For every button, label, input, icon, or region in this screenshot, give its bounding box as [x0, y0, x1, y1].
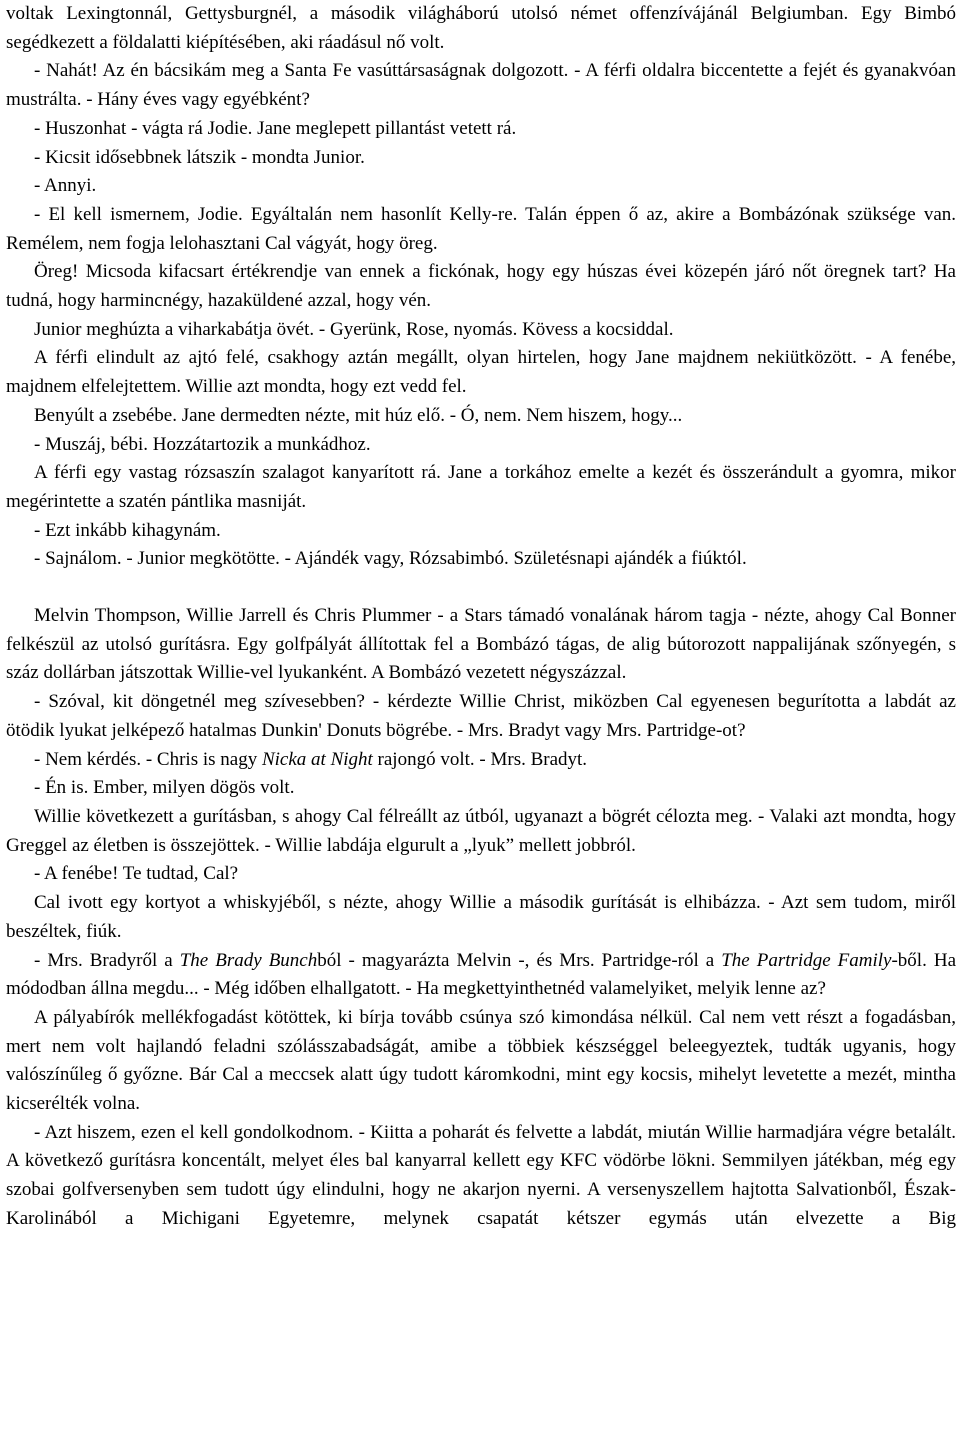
italic-title: The Brady Bunch — [179, 949, 318, 971]
text-run: - Nem kérdés. - Chris is nagy — [34, 748, 262, 770]
paragraph — [6, 172, 956, 201]
italic-title: The Partridge Family — [721, 949, 892, 971]
text-run: voltak Lexingtonnál, Gettysburgnél, a második világháború utolsó német offenzívájánál Belgiumban. Egy Bimbó segédkezett a földalatti kiépítésében, aki ráadásul nő volt. — [6, 3, 956, 53]
text-run: Öreg! Micsoda kifacsart értékrendje van ennek a fickónak, hogy egy húszas évei közepén járó nőt öregnek tart? Ha tudná, hogy harmincnégy, hazaküldené azzal, hogy vén. — [6, 261, 956, 312]
text-run: - Muszáj, bébi. Hozzátartozik a munkádhoz. — [34, 433, 371, 455]
paragraph — [6, 201, 956, 258]
paragraph — [6, 144, 956, 173]
paragraph — [6, 344, 956, 401]
text-run: -ből. Ha módodban állna megdu... - Még időben elhallgatott. - Ha megkettyinthetnéd valamelyiket, melyik lenne az? — [6, 949, 957, 1000]
text-run: ból - magyarázta Melvin -, és Mrs. Partridge-ról a — [317, 949, 722, 971]
paragraph — [6, 889, 956, 946]
text-run: Benyúlt a zsebébe. Jane dermedten nézte, mit húz elő. - Ó, nem. Nem hiszem, hogy... — [34, 404, 683, 426]
paragraph — [6, 1004, 956, 1119]
paragraph — [6, 947, 956, 1004]
paragraph — [6, 860, 956, 889]
paragraph — [6, 316, 956, 345]
paragraph — [6, 545, 956, 574]
text-run: Melvin Thompson, Willie Jarrell és Chris Plummer - a Stars támadó vonalának három tagja - nézte, ahogy Cal Bonner felkészül az utolsó gurításra. Egy golfpályát állítottak fel a Bombázó tágas, de alig bútorozott nappalijának szőnyegén, s száz dollárban játszottak Willie-vel lyukanként. A Bombázó vezetett négyszázzal. — [6, 605, 956, 684]
paragraph — [6, 57, 956, 114]
paragraph — [6, 402, 956, 431]
document-body — [6, 0, 956, 1234]
text-run: Junior meghúzta a viharkabátja övét. - Gyerünk, Rose, nyomás. Kövess a kocsiddal. — [34, 318, 674, 340]
text-run: - Ezt inkább kihagynám. — [34, 519, 221, 541]
text-run: A férfi elindult az ajtó felé, csakhogy aztán megállt, olyan hirtelen, hogy Jane majdnem nekiütközött. - A fenébe, majdnem elfelejtettem. Willie azt mondta, hogy ezt vedd fel. — [6, 347, 956, 398]
paragraph — [6, 746, 956, 775]
text-run: - Kicsit idősebbnek látszik - mondta Junior. — [34, 146, 365, 168]
text-run: - Huszonhat - vágta rá Jodie. Jane meglepett pillantást vetett rá. — [34, 117, 517, 139]
text-run: - Mrs. Bradyről a — [34, 949, 180, 971]
text-run: - Szóval, kit döngetnél meg szívesebben? - kérdezte Willie Christ, miközben Cal egyenesen begurította a labdát az ötödik lyukat jelképező hatalmas Dunkin' Donuts bögrébe. - Mrs. Bradyt vagy Mrs. Partridge-ot? — [6, 691, 956, 741]
paragraph — [6, 115, 956, 144]
text-run: - A fenébe! Te tudtad, Cal? — [34, 863, 239, 885]
text-run: rajongó volt. - Mrs. Bradyt. — [372, 748, 588, 770]
text-run: A pályabírók mellékfogadást kötöttek, ki bírja tovább csúnya szó kimondása nélkül. Cal nem vett részt a fogadásban, mert nem volt hajlandó feladni szólásszabadságát, amibe a többiek készséggel beleegyeztek, tudták ugyanis, hogy valószínűleg ő győzne. Bár Cal a meccsek alatt úgy tudott káromkodni, mint egy kocsis, mihelyt levetette a mezét, mintha kicserélték volna. — [6, 1006, 956, 1115]
text-run: - Én is. Ember, milyen dögös volt. — [34, 777, 295, 799]
paragraph — [6, 602, 956, 688]
text-run: - Nahát! Az én bácsikám meg a Santa Fe vasúttársaságnak dolgozott. - A férfi oldalra biccentette a fejét és gyanakvóan mustrálta. - Hány éves vagy egyébként? — [6, 60, 956, 111]
text-run: Willie következett a gurításban, s ahogy Cal félreállt az útból, ugyanazt a bögrét célozta meg. - Valaki azt mondta, hogy Greggel az életben is összejöttek. - Willie labdája elgurult a „lyuk” mellett jobbról. — [6, 805, 956, 856]
text-run: - Annyi. — [34, 175, 97, 197]
paragraph — [6, 517, 956, 546]
paragraph — [6, 0, 956, 57]
text-run: Cal ivott egy kortyot a whiskyjéből, s nézte, ahogy Willie a második gurítását is elhibázza. - Azt sem tudom, miről beszéltek, fiúk. — [6, 892, 956, 942]
text-run: - Azt hiszem, ezen el kell gondolkodnom. - Kiitta a poharát és felvette a labdát, miután Willie harmadjára végre betalált. A következő gurításra koncentált, melyet éles bal kanyarral kellett egy KFC vödörbe lökni. Semmilyen játékban, még egy szobai golfversenyben sem tudott úgy elindulni, hogy ne akarjon nyerni. A versenyszellem hajtotta Salvationből, Észak-Karolinából a Michigani Egyetemre, melynek csapatát kétszer egymás után elvezette a Big — [6, 1121, 956, 1229]
paragraph — [6, 258, 956, 315]
text-run: A férfi egy vastag rózsaszín szalagot kanyarított rá. Jane a torkához emelte a kezét és összerándult a gyomra, mikor megérintette a szatén pántlika masniját. — [6, 462, 956, 512]
italic-title: Nicka at Night — [261, 748, 373, 770]
paragraph — [6, 774, 956, 803]
paragraph — [6, 803, 956, 860]
paragraph — [6, 431, 956, 460]
paragraph — [6, 688, 956, 745]
text-run: - Sajnálom. - Junior megkötötte. - Ajándék vagy, Rózsabimbó. Születésnapi ajándék a fiúktól. — [34, 548, 747, 570]
paragraph — [6, 459, 956, 516]
paragraph — [6, 1119, 956, 1234]
text-run: - El kell ismernem, Jodie. Egyáltalán nem hasonlít Kelly-re. Talán éppen ő az, akire a Bombázónak szüksége van. Remélem, nem fogja lelohasztani Cal vágyát, hogy öreg. — [6, 203, 956, 254]
